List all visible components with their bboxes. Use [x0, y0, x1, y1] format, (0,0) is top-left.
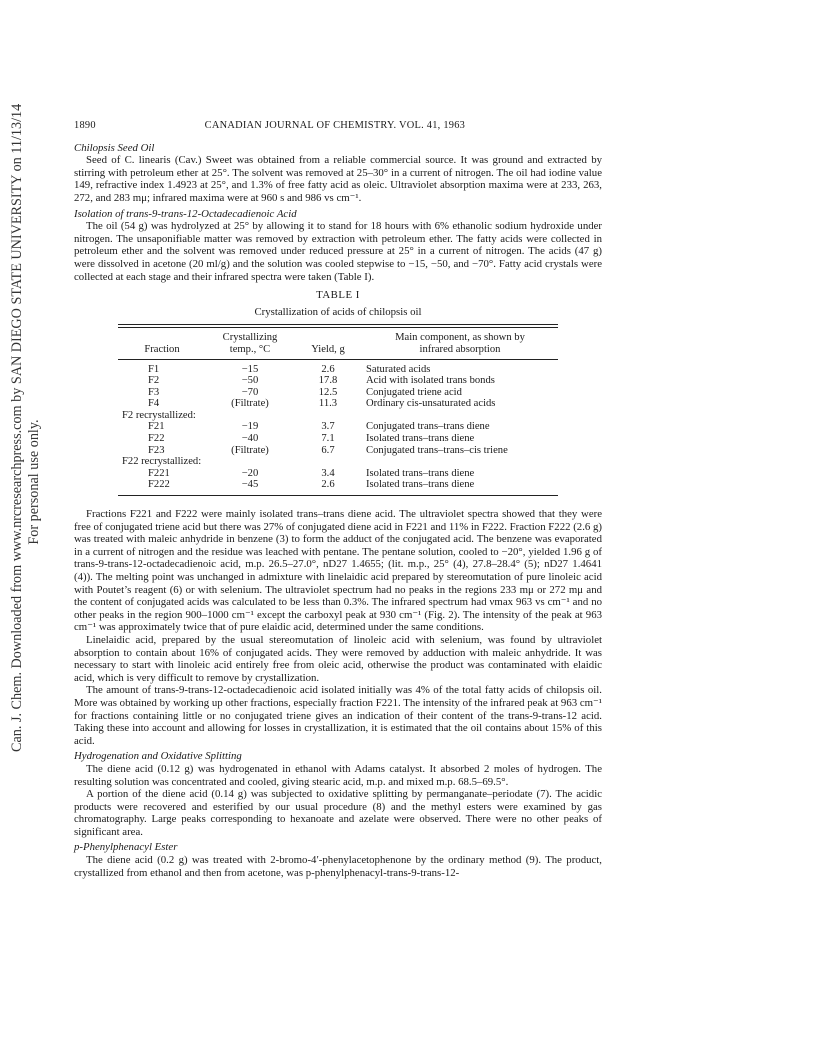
cell-yield: 17.8: [318, 375, 338, 387]
section-heading-chilopsis: Chilopsis Seed Oil: [74, 141, 155, 154]
section-heading-ester: p-Phenylphenacyl Ester: [74, 841, 178, 854]
cell-yield: 7.1: [321, 433, 335, 445]
paragraph-isolation: The oil (54 g) was hydrolyzed at 25° by allowing it to stand for 18 hours with 6% ethanolic sodium hydroxide under nitrogen. The unsaponifiable matter was removed by extraction with petroleum ether. The fatty acids were collected in petroleum ether and the solvent was removed under reduced pressure at 25° in a current of nitrogen. The acids (47 g) were dissolved in acetone (20 ml/g) and the solution was cooled stepwise to −15, −50, and −70°. Fatty acid crystals were collected at each stage and their infrared spectra were taken (Table I).: [74, 220, 602, 283]
watermark-line-2: For personal use only.: [26, 419, 42, 545]
section-heading-hydrogenation: Hydrogenation and Oxidative Splitting: [74, 750, 242, 763]
col-temp-line1: Crystallizing: [222, 332, 278, 344]
cell-yield: 3.4: [321, 467, 335, 479]
cell-component: Conjugated trans–trans–cis triene: [366, 444, 508, 456]
table-header-row: [118, 328, 558, 359]
col-temp: [206, 328, 294, 359]
paragraph-hydrogenation-2: A portion of the diene acid (0.14 g) was subjected to oxidative splitting by permanganate–periodate (7). The acidic products were recovered and esterified by our usual procedure (8) and the methyl esters were examined by gas chromatography. Large peaks corresponding to hexanoate and azelate were observed. There were no other peaks of significant area.: [74, 788, 602, 838]
table-label: TABLE I: [316, 289, 360, 302]
paragraph-amount: The amount of trans-9-trans-12-octadecadienoic acid isolated initially was 4% of the total fatty acids of chilopsis oil. More was obtained by working up other fractions, especially fraction F221. The intensity of the infrared peak at 963 cm⁻¹ for fractions containing little or no conjugated triene gives an indication of their content of the trans-9-trans-12 acid. Taking these into account and allowing for losses in crystallization, it is estimated that the oil contains about 15% of this acid.: [74, 684, 602, 747]
table-group-label: F22 recrystallized:: [122, 456, 202, 468]
cell-component: Saturated acids: [366, 363, 431, 375]
page-number: 1890: [74, 120, 96, 131]
cell-component: Conjugated trans–trans diene: [366, 421, 490, 433]
cell-temp: −40: [241, 433, 259, 445]
table-body: [118, 359, 558, 496]
cell-fraction: F1: [148, 363, 160, 375]
table-group-label: F2 recrystallized:: [122, 409, 196, 421]
col-component: [362, 328, 558, 359]
cell-temp: −70: [241, 386, 259, 398]
cell-fraction: F23: [148, 444, 165, 456]
cell-temp: (Filtrate): [231, 444, 269, 456]
cell-yield: 2.6: [321, 363, 335, 375]
cell-temp: −15: [241, 363, 259, 375]
col-yield: Yield, g: [294, 328, 362, 359]
col-component-line1: Main component, as shown by: [395, 332, 525, 344]
download-watermark: [6, 103, 46, 752]
paragraph-ester: The diene acid (0.2 g) was treated with 2-bromo-4′-phenylacetophenone by the ordinary method (9). The product, crystallized from ethanol and then from acetone, was p-phenylphenacyl-trans-9-trans-12-: [74, 854, 602, 879]
journal-page: [74, 120, 602, 879]
table-row: [118, 387, 558, 399]
cell-temp: −50: [241, 375, 259, 387]
cell-component: Isolated trans–trans diene: [362, 479, 558, 495]
cell-fraction: F221: [148, 467, 170, 479]
cell-fraction: F3: [148, 386, 160, 398]
table-row: [118, 433, 558, 445]
cell-fraction: F21: [148, 421, 165, 433]
cell-temp: −45: [206, 479, 294, 495]
cell-fraction: F222: [118, 479, 206, 495]
cell-yield: 11.3: [318, 398, 338, 410]
cell-temp: −20: [241, 467, 259, 479]
cell-yield: 3.7: [321, 421, 335, 433]
cell-component: Acid with isolated trans bonds: [366, 375, 495, 387]
table-row: [118, 445, 558, 457]
table-row: [118, 398, 558, 410]
cell-temp: (Filtrate): [231, 398, 269, 410]
cell-yield: 6.7: [321, 444, 335, 456]
table-caption: Crystallization of acids of chilopsis oil: [254, 305, 422, 318]
crystallization-table: [118, 324, 558, 496]
table-group-row: [118, 456, 558, 468]
cell-component: Conjugated triene acid: [366, 386, 462, 398]
cell-yield: 2.6: [294, 479, 362, 495]
cell-fraction: F4: [148, 398, 160, 410]
running-head: [74, 120, 602, 133]
crystallization-table-wrap: [74, 324, 602, 496]
col-temp-line2: temp., °C: [229, 343, 271, 355]
journal-title: CANADIAN JOURNAL OF CHEMISTRY. VOL. 41, 1963: [204, 120, 466, 131]
table-row: [118, 359, 558, 375]
cell-component: Ordinary cis-unsaturated acids: [366, 398, 496, 410]
cell-yield: 12.5: [318, 386, 338, 398]
paragraph-hydrogenation-1: The diene acid (0.12 g) was hydrogenated in ethanol with Adams catalyst. It absorbed 2 moles of hydrogen. The resulting solution was concentrated and cooled, giving stearic acid, m.p. and mixed m.p. 68.5–69.5°.: [74, 762, 602, 788]
cell-component: Isolated trans–trans diene: [366, 433, 475, 445]
cell-component: Isolated trans–trans diene: [366, 467, 475, 479]
paragraph-fractions: Fractions F221 and F222 were mainly isolated trans–trans diene acid. The ultraviolet spectra showed that they were free of conjugated triene acid but there was 27% of conjugated diene acid in F221 and 11% in F222. Fraction F222 (2.6 g) was treated with maleic anhydride in benzene (3) to form the adduct of the conjugated acid. The benzene was evaporated in a current of nitrogen and the residue was leached with pentane. The pentane solution, cooled to −20°, yielded 1.96 g of trans-9-trans-12-octadecadienoic acid, m.p. 26.5–27.0°, nD27 1.4655; (lit. m.p., 25° (4), 27.8–28.4° (5); nD27 1.4641 (4)). The melting point was unchanged in admixture with linelaidic acid prepared by stereomutation of pure linoleic acid with Poutet’s reagent (6) or with selenium. The ultraviolet spectrum had no peaks in the regions 233 mμ or 272 mμ and the content of conjugated acids was calculated to be less than 0.3%. The infrared spectrum had νmax 963 vs cm⁻¹ and no other peaks in the region 900–1000 cm⁻¹ except the carboxyl peak at 930 cm⁻¹ (Fig. 2). The intensity of the peak at 963 cm⁻¹ was approximately twice that of pure elaidic acid, determined under the same conditions.: [74, 508, 602, 634]
table-row: [118, 468, 558, 480]
cell-fraction: F22: [148, 433, 165, 445]
paragraph-linelaidic: Linelaidic acid, prepared by the usual stereomutation of linoleic acid with selenium, was found by ultraviolet absorption to contain about 16% of conjugated acids. They were removed by adduction with maleic anhydride. It was necessary to start with linoleic acid entirely free from oleic acid, otherwise the product was contaminated with elaidic acid, which is very difficult to remove by crystallization.: [74, 633, 602, 684]
col-component-line2: infrared absorption: [419, 343, 501, 355]
section-heading-isolation: Isolation of trans-9-trans-12-Octadecadienoic Acid: [74, 207, 297, 220]
cell-fraction: F2: [148, 375, 160, 387]
table-row: [118, 421, 558, 433]
table-group-row: [118, 410, 558, 422]
col-fraction: Fraction: [118, 328, 206, 359]
paragraph-chilopsis: Seed of C. linearis (Cav.) Sweet was obtained from a reliable commercial source. It was ground and extracted by stirring with petroleum ether at 25°. The solvent was removed at 25–30° in a current of nitrogen. The oil had iodine value 149, refractive index 1.4923 at 25°, and 1.3% of free fatty acid as oleic. Ultraviolet absorption maxima were at 233, 263, 272, and 283 mμ; infrared maxima were at 960 s and 986 vs cm⁻¹.: [74, 154, 602, 204]
watermark-line-1: Can. J. Chem. Downloaded from www.nrcresearchpress.com by SAN DIEGO STATE UNIVERSITY on 11/13/14: [9, 103, 25, 752]
cell-temp: −19: [241, 421, 259, 433]
table-row: [118, 479, 558, 495]
table-row: [118, 375, 558, 387]
